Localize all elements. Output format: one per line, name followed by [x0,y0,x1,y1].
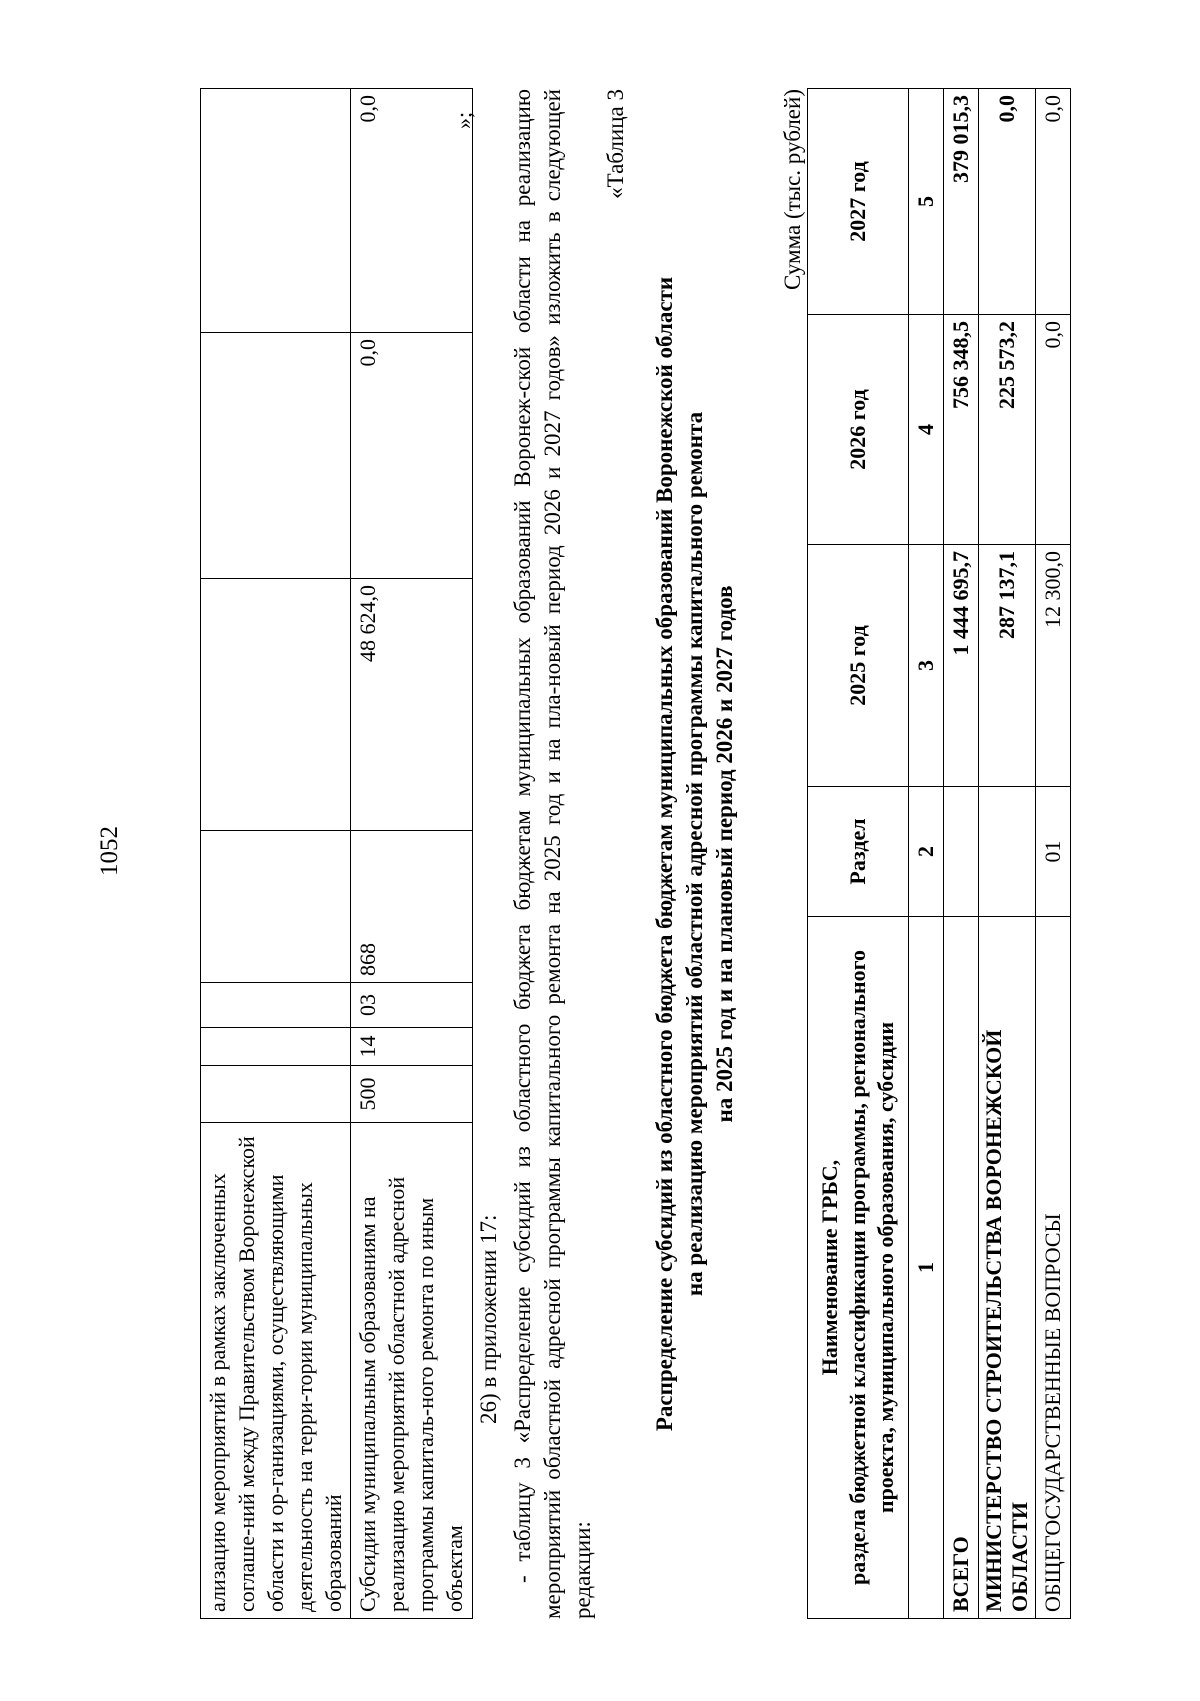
table-row [1036,89,1071,1619]
column-index: 5 [909,89,944,315]
amount-cell: 0,0 [1036,89,1071,315]
table-heading [650,89,740,1619]
amendment-item: 26) в приложении 17: [476,1214,501,1424]
subsidy-distribution-table [807,88,1071,1619]
amount-cell: 0,0 [979,89,1036,315]
header-line: проекта, муниципального образования, субсидии [873,1021,898,1514]
header-line: Наименование ГРБС, [817,1159,842,1376]
column-header-2027: 2027 год [808,89,909,315]
amount-cell: 756 348,5 [944,315,979,545]
code-cell [201,983,351,1028]
heading-line: на 2025 год и на плановый период 2026 и 2027 годов [712,585,737,1123]
row-name-cell: МИНИСТЕРСТВО СТРОИТЕЛЬСТВА ВОРОНЕЖСКОЙ ОБЛАСТИ [979,917,1036,1619]
amount-cell: 48 624,0 [351,579,473,831]
amount-cell [201,333,351,579]
code-cell: 868 [351,831,473,983]
table-header-row [808,89,909,1619]
row-name-cell: Субсидии муниципальным образованиям на реализацию мероприятий областной адресной программы капиталь-ного ремонта по иным объектам [351,1123,473,1619]
column-index: 2 [909,787,944,917]
amount-cell: 0,0 [1036,315,1071,545]
section-cell [979,787,1036,917]
closing-quote: »; [451,111,476,129]
header-line: раздела бюджетной классификации программы, регионального [845,949,870,1586]
amount-cell: 0,0 [351,89,473,333]
amount-cell: 12 300,0 [1036,545,1071,787]
page-number: 1052 [96,826,123,876]
amount-cell: 379 015,3 [944,89,979,315]
heading-line: на реализацию мероприятий областной адресной программы капитального ремонта [682,411,707,1297]
column-header-name [808,917,909,1619]
column-header-2025: 2025 год [808,545,909,787]
table-row-total [944,89,979,1619]
heading-line: Распределение субсидий из областного бюджета бюджетам муниципальных образований Воронежской области [652,276,677,1432]
amount-cell: 1 444 695,7 [944,545,979,787]
code-cell [201,1066,351,1123]
section-cell: 01 [1036,787,1071,917]
column-index: 3 [909,545,944,787]
row-name-cell: ВСЕГО [944,917,979,1619]
column-header-2026: 2026 год [808,315,909,545]
code-cell [201,831,351,983]
code-cell: 500 [351,1066,473,1123]
amendment-paragraph: - таблицу 3 «Распределение субсидий из областного бюджета бюджетам муниципальных образований Воронеж-ской области на реализацию мероприятий областной адресной программы капитального ремонта на 2025 год и на пла-новый период 2026 и 2027 годов» изложить в следующей редакции: [510,89,595,1619]
amount-cell [201,579,351,831]
table-row [979,89,1036,1619]
amount-cell: 0,0 [351,333,473,579]
code-cell [201,1028,351,1066]
amount-cell: 287 137,1 [979,545,1036,787]
code-cell: 03 [351,983,473,1028]
row-name-cell: ОБЩЕГОСУДАРСТВЕННЫЕ ВОПРОСЫ [1036,917,1071,1619]
column-header-section: Раздел [808,787,909,917]
column-index: 4 [909,315,944,545]
row-name-cell: ализацию мероприятий в рамках заключенных соглаше-ний между Правительством Воронежской области и ор-ганизациями, осуществляющими деятельность на терри-тории муниципальных образований [201,1123,351,1619]
table-label: «Таблица 3 [603,89,628,199]
continued-expenditure-table [200,88,473,1619]
code-cell: 14 [351,1028,473,1066]
column-index: 1 [909,917,944,1619]
amount-cell: 225 573,2 [979,315,1036,545]
table-row [201,89,351,1619]
column-index-row [909,89,944,1619]
section-cell [944,787,979,917]
table-row [351,89,473,1619]
amount-cell [201,89,351,333]
units-note: Сумма (тыс. рублей) [780,89,805,290]
